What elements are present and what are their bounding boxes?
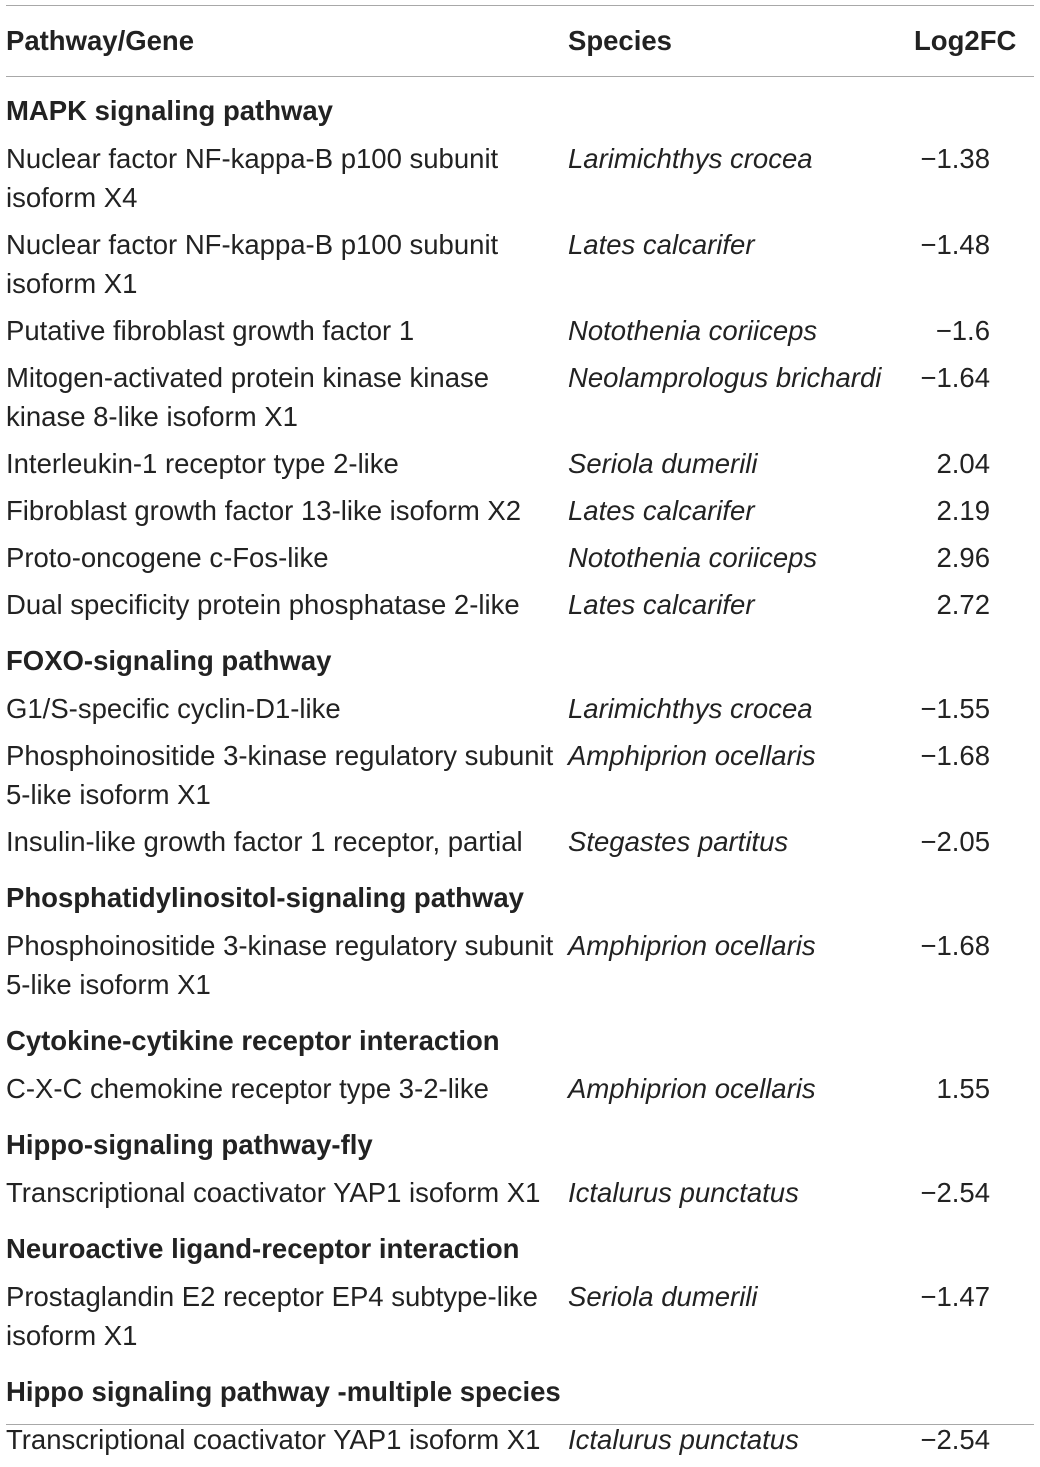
pathway-heading: Cytokine-cytikine receptor interaction — [6, 1025, 500, 1056]
species-cell: Lates calcarifer — [568, 495, 755, 526]
log2fc-cell: −2.54 — [920, 1177, 990, 1208]
species-cell: Amphiprion ocellaris — [568, 930, 816, 961]
gene-cell: Prostaglandin E2 receptor EP4 subtype-like isoform X1 — [6, 1281, 538, 1351]
section-row — [6, 1363, 1034, 1420]
log2fc-cell: −1.64 — [920, 362, 990, 393]
species-cell: Ictalurus punctatus — [568, 1177, 799, 1208]
table-row — [6, 1277, 1034, 1363]
log2fc-cell: −2.54 — [920, 1424, 990, 1455]
log2fc-cell: −1.68 — [920, 740, 990, 771]
species-cell: Amphiprion ocellaris — [568, 740, 816, 771]
section-row — [6, 1012, 1034, 1069]
species-cell: Lates calcarifer — [568, 589, 755, 620]
table-row — [6, 311, 1034, 358]
log2fc-cell: 2.72 — [936, 589, 990, 620]
gene-cell: Phosphoinositide 3-kinase regulatory subunit 5-like isoform X1 — [6, 740, 554, 810]
table-row — [6, 585, 1034, 632]
log2fc-cell: −1.6 — [935, 315, 990, 346]
gene-cell: Transcriptional coactivator YAP1 isoform X1 — [6, 1424, 541, 1455]
log2fc-cell: 2.19 — [936, 495, 990, 526]
species-cell: Amphiprion ocellaris — [568, 1073, 816, 1104]
gene-cell: G1/S-specific cyclin-D1-like — [6, 693, 341, 724]
header-species: Species — [568, 24, 672, 56]
table-row — [6, 926, 1034, 1012]
species-cell: Notothenia coriiceps — [568, 542, 818, 573]
section-row — [6, 80, 1034, 139]
species-cell: Ictalurus punctatus — [568, 1424, 799, 1455]
table-row — [6, 225, 1034, 311]
pathway-heading: Neuroactive ligand-receptor interaction — [6, 1233, 520, 1264]
table-row — [6, 444, 1034, 491]
gene-cell: Insulin-like growth factor 1 receptor, partial — [6, 826, 523, 857]
gene-cell: Nuclear factor NF-kappa-B p100 subunit isoform X4 — [6, 143, 499, 213]
pathway-heading: MAPK signaling pathway — [6, 95, 333, 126]
log2fc-cell: −1.68 — [920, 930, 990, 961]
species-cell: Seriola dumerili — [568, 448, 758, 479]
pathway-heading: Hippo-signaling pathway-fly — [6, 1129, 373, 1160]
section-row — [6, 869, 1034, 926]
pathway-heading: Hippo signaling pathway -multiple species — [6, 1376, 561, 1407]
species-cell: Stegastes partitus — [568, 826, 789, 857]
section-row — [6, 1220, 1034, 1277]
table-row — [6, 491, 1034, 538]
section-row — [6, 632, 1034, 689]
table-row — [6, 689, 1034, 736]
gene-cell: Mitogen-activated protein kinase kinase kinase 8-like isoform X1 — [6, 362, 490, 432]
gene-cell: Transcriptional coactivator YAP1 isoform X1 — [6, 1177, 541, 1208]
header-log2fc: Log2FC — [914, 24, 1017, 56]
gene-cell: Proto-oncogene c-Fos-like — [6, 542, 329, 573]
table-row — [6, 139, 1034, 225]
pathway-gene-table — [6, 0, 1034, 1467]
log2fc-cell: 2.96 — [936, 542, 990, 573]
log2fc-cell: −1.55 — [920, 693, 990, 724]
header-row — [6, 0, 1034, 80]
header-pathway-gene: Pathway/Gene — [6, 24, 194, 56]
species-cell: Notothenia coriiceps — [568, 315, 818, 346]
table-body — [6, 80, 1034, 1467]
log2fc-cell: −2.05 — [920, 826, 990, 857]
table-row — [6, 1420, 1034, 1467]
gene-cell: Phosphoinositide 3-kinase regulatory subunit 5-like isoform X1 — [6, 930, 554, 1000]
gene-cell: Putative fibroblast growth factor 1 — [6, 315, 415, 346]
species-cell: Neolamprologus brichardi — [568, 362, 882, 393]
pathway-heading: Phosphatidylinositol-signaling pathway — [6, 882, 524, 913]
species-cell: Larimichthys crocea — [568, 143, 813, 174]
species-cell: Lates calcarifer — [568, 229, 755, 260]
gene-cell: Nuclear factor NF-kappa-B p100 subunit isoform X1 — [6, 229, 499, 299]
table-row — [6, 358, 1034, 444]
log2fc-cell: 2.04 — [936, 448, 990, 479]
table-row — [6, 736, 1034, 822]
table-row — [6, 538, 1034, 585]
log2fc-cell: −1.47 — [920, 1281, 990, 1312]
gene-cell: Interleukin-1 receptor type 2-like — [6, 448, 399, 479]
species-cell: Larimichthys crocea — [568, 693, 813, 724]
table-row — [6, 822, 1034, 869]
table-row — [6, 1069, 1034, 1116]
table-row — [6, 1173, 1034, 1220]
log2fc-cell: −1.38 — [920, 143, 990, 174]
log2fc-cell: 1.55 — [936, 1073, 990, 1104]
log2fc-cell: −1.48 — [920, 229, 990, 260]
gene-cell: C-X-C chemokine receptor type 3-2-like — [6, 1073, 489, 1104]
section-row — [6, 1116, 1034, 1173]
gene-cell: Dual specificity protein phosphatase 2-like — [6, 589, 520, 620]
pathway-heading: FOXO-signaling pathway — [6, 645, 332, 676]
species-cell: Seriola dumerili — [568, 1281, 758, 1312]
gene-cell: Fibroblast growth factor 13-like isoform X2 — [6, 495, 522, 526]
